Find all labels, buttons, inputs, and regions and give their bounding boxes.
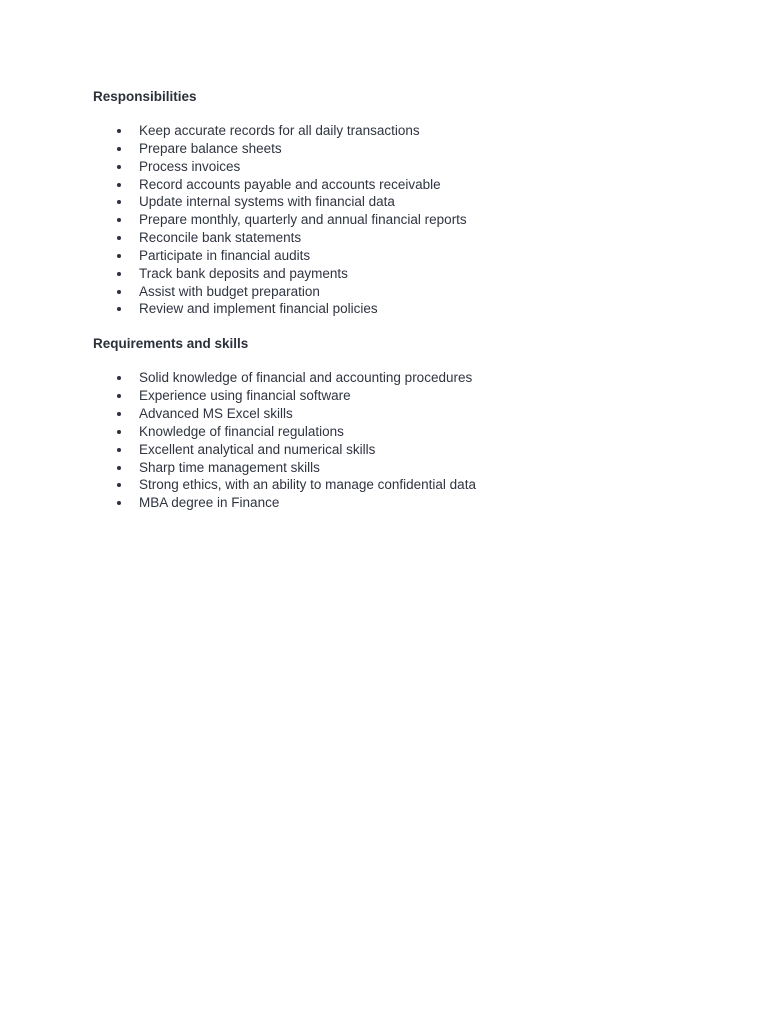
list-item-text: Record accounts payable and accounts receivable [139,176,441,192]
list-item-text: Prepare monthly, quarterly and annual financial reports [139,212,467,228]
bullet-icon [117,307,121,311]
list-item [93,158,713,176]
bullet-icon [117,501,121,505]
list-item [93,140,713,158]
list-item-text: Strong ethics, with an ability to manage confidential data [139,477,476,493]
bullet-icon [117,200,121,204]
bullet-icon [117,236,121,240]
bullet-icon [117,430,121,434]
list-item [93,265,713,283]
list-item-text: Knowledge of financial regulations [139,423,344,439]
list-item [93,300,713,318]
bullet-icon [117,376,121,380]
bullet-icon [117,218,121,222]
list-item [93,441,713,459]
responsibilities-heading: Responsibilities [93,89,197,104]
bullet-icon [117,129,121,133]
list-item [93,211,713,229]
list-item-text: MBA degree in Finance [139,495,280,511]
list-item [93,247,713,265]
list-item-text: Prepare balance sheets [139,140,282,156]
list-item-text: Sharp time management skills [139,459,320,475]
list-item-text: Participate in financial audits [139,247,311,263]
bullet-icon [117,412,121,416]
list-item-text: Reconcile bank statements [139,230,302,246]
bullet-icon [117,483,121,487]
bullet-icon [117,272,121,276]
list-item [93,369,713,387]
bullet-icon [117,183,121,187]
list-item-text: Review and implement financial policies [139,301,378,317]
list-item [93,176,713,194]
bullet-icon [117,165,121,169]
bullet-icon [117,448,121,452]
list-item [93,229,713,247]
list-item-text: Excellent analytical and numerical skills [139,441,376,457]
list-item-text: Update internal systems with financial data [139,194,395,210]
list-item-text: Track bank deposits and payments [139,265,348,281]
list-item [93,459,713,477]
document-page [93,88,713,512]
list-item [93,387,713,405]
list-item [93,423,713,441]
bullet-icon [117,147,121,151]
list-item [93,193,713,211]
bullet-icon [117,290,121,294]
list-item-text: Process invoices [139,158,241,174]
list-item-text: Experience using financial software [139,388,351,404]
requirements-heading: Requirements and skills [93,336,249,352]
list-item [93,122,713,140]
list-item [93,405,713,423]
list-item-text: Solid knowledge of financial and accounting procedures [139,370,473,386]
list-item-text: Keep accurate records for all daily transactions [139,123,420,138]
bullet-icon [117,394,121,398]
list-item-text: Assist with budget preparation [139,283,320,299]
bullet-icon [117,254,121,258]
list-item [93,283,713,301]
bullet-icon [117,466,121,470]
list-item [93,494,713,512]
requirements-list [93,369,713,512]
list-item [93,476,713,494]
responsibilities-list [93,122,713,318]
list-item-text: Advanced MS Excel skills [139,405,293,421]
